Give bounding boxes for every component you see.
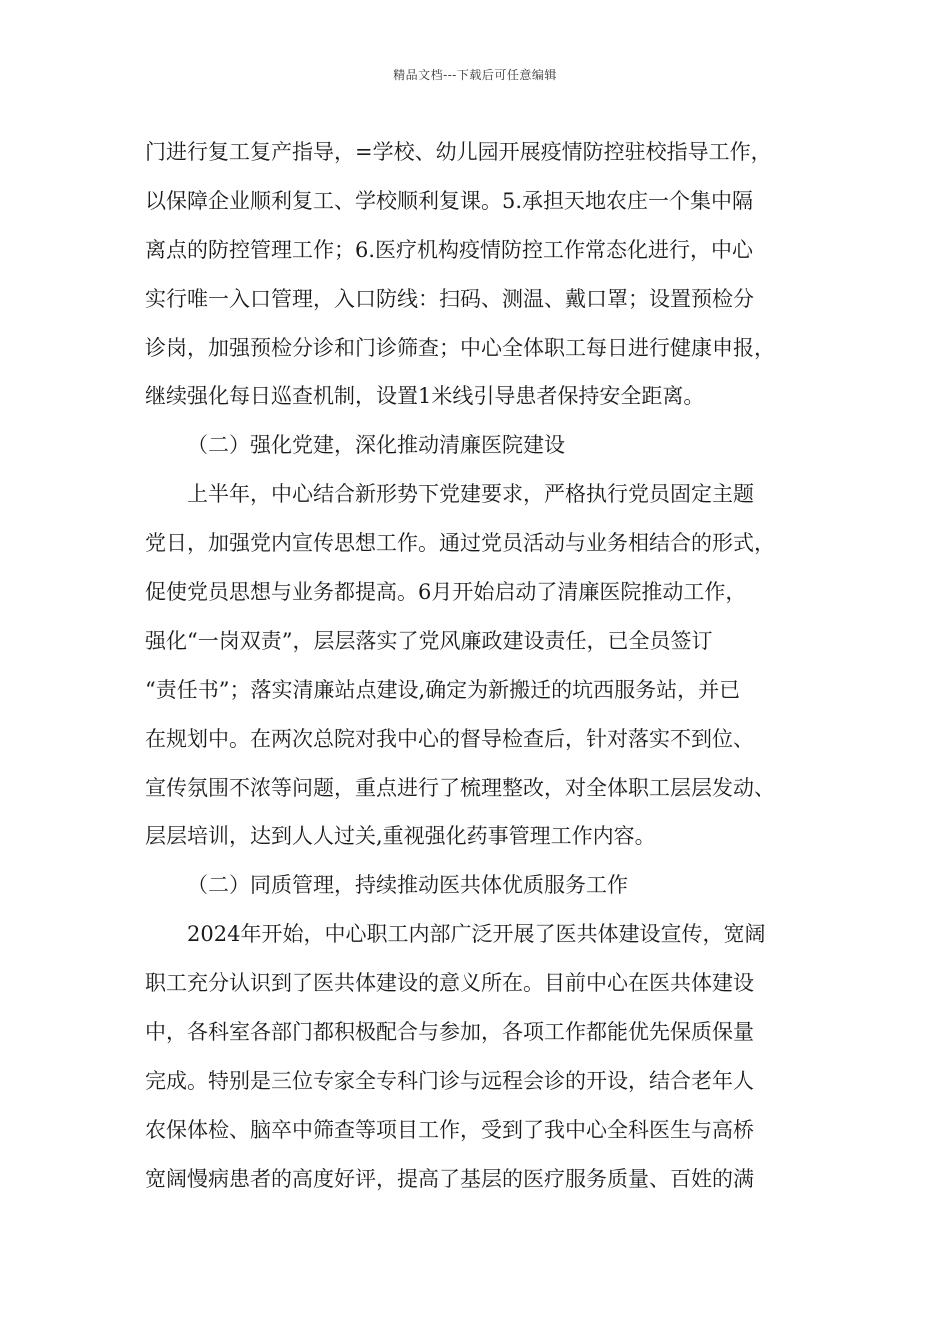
text-line: 完成。特别是三位专家全专科门诊与远程会诊的开设，结合老年人 [145, 1068, 754, 1093]
text-line: 层层培训，达到人人过关,重视强化药事管理工作内容。 [145, 824, 656, 849]
text-line: 实行唯一入口管理，入口防线：扫码、测温、戴口罩；设置预检分 [145, 286, 754, 311]
text-line: 职工充分认识到了医共体建设的意义所在。目前中心在医共体建设 [145, 971, 754, 996]
text-line: 中，各科室各部门都积极配合与参加，各项工作都能优先保质保量 [145, 1020, 754, 1045]
paragraph-first-line: 上半年，中心结合新形势下党建要求，严格执行党员固定主题 [187, 482, 754, 507]
text-line: 强化“一岗双责”，层层落实了党风廉政建设责任，已全员签订 [145, 628, 713, 653]
text-line: “责任书”；落实清廉站点建设,确定为新搬迁的坑西服务站，并已 [145, 677, 741, 702]
text-line: 党日，加强党内宣传思想工作。通过党员活动与业务相结合的形式， [145, 531, 775, 556]
text-line: 继续强化每日巡查机制，设置1米线引导患者保持安全距离。 [145, 384, 705, 409]
text-line: 农保体检、脑卒中筛查等项目工作，受到了我中心全科医生与高桥 [145, 1117, 754, 1142]
page-header: 精品文档---下载后可任意编辑 [393, 68, 557, 82]
section-heading: （二）强化党建，深化推动清廉医院建设 [187, 433, 565, 458]
body-text [145, 128, 817, 1204]
text-line: 门进行复工复产指导，=学校、幼儿园开展疫情防控驻校指导工作， [145, 140, 772, 164]
text-line: 以保障企业顺利复工、学校顺利复课。5.承担天地农庄一个集中隔 [145, 188, 754, 213]
text-line: 宣传氛围不浓等问题，重点进行了梳理整改，对全体职工层层发动、 [145, 775, 775, 800]
text-line: 在规划中。在两次总院对我中心的督导检查后，针对落实不到位、 [145, 726, 754, 751]
text-line: 离点的防控管理工作；6.医疗机构疫情防控工作常态化进行，中心 [145, 237, 754, 262]
section-heading: （二）同质管理，持续推动医共体优质服务工作 [187, 873, 628, 898]
text-line: 促使党员思想与业务都提高。6月开始启动了清廉医院推动工作， [145, 580, 747, 605]
paragraph-first-line: 2024年开始，中心职工内部广泛开展了医共体建设宣传，宽阔 [187, 922, 766, 947]
text-line: 诊岗，加强预检分诊和门诊筛查；中心全体职工每日进行健康申报， [145, 335, 775, 360]
text-line: 宽阔慢病患者的高度好评，提高了基层的医疗服务质量、百姓的满 [145, 1166, 754, 1191]
